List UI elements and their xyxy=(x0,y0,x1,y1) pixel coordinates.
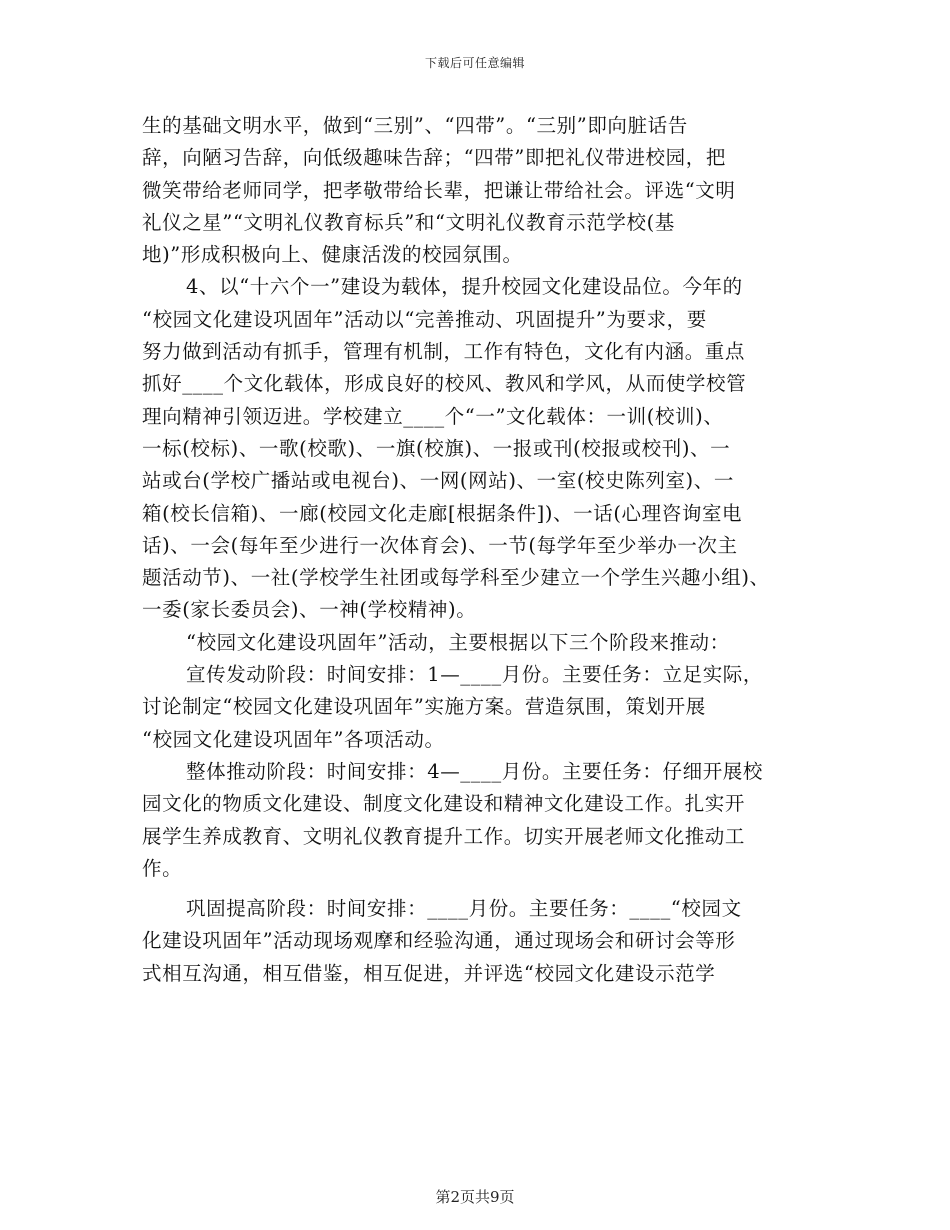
text-line: 题活动节)、一社(学校学生社团或每学科至少建立一个学生兴趣小组)、 xyxy=(142,566,770,590)
text-line: 地)”形成积极向上、健康活泼的校园氛围。 xyxy=(142,243,523,267)
text-line: “校园文化建设巩固年”活动以“完善推动、巩固提升”为要求，要 xyxy=(142,307,707,331)
text-line: 化建设巩固年”活动现场观摩和经验沟通，通过现场会和研讨会等形 xyxy=(142,929,736,953)
text-line: 作。 xyxy=(142,856,183,880)
text-line: 微笑带给老师同学，把孝敬带给长辈，把谦让带给社会。评选“文明 xyxy=(142,178,736,202)
text-line: 话)、一会(每年至少进行一次体育会)、一节(每学年至少举办一次主 xyxy=(142,533,738,557)
text-line: 箱(校长信箱)、一廊(校园文化走廊[根据条件])、一话(心理咨询室电 xyxy=(142,501,743,525)
text-line: 式相互沟通，相互借鉴，相互促进，并评选“校园文化建设示范学 xyxy=(142,961,716,985)
text-line: 站或台(学校广播站或电视台)、一网(网站)、一室(校史陈列室)、一 xyxy=(142,469,734,493)
text-line: “校园文化建设巩固年”各项活动。 xyxy=(142,727,445,751)
phase-3-line: 巩固提高阶段：时间安排：____月份。主要任务：____“校园文 xyxy=(186,897,742,921)
text-line: 展学生养成教育、文明礼仪教育提升工作。切实开展老师文化推动工 xyxy=(142,824,746,848)
text-line: 一标(校标)、一歌(校歌)、一旗(校旗)、一报或刊(校报或校刊)、一 xyxy=(142,436,731,460)
text-line: 生的基础文明水平，做到“三别”、“四带”。“三别”即向脏话告 xyxy=(142,114,688,137)
text-line: 努力做到活动有抓手，管理有机制，工作有特色，文化有内涵。重点 xyxy=(142,340,746,364)
paragraph-gap xyxy=(142,885,814,893)
page-header-note: 下载后可任意编辑 xyxy=(424,56,525,70)
text-line: 抓好____个文化载体，形成良好的校风、教风和学风，从而使学校管 xyxy=(142,372,747,396)
section-4-heading-line: 4、以“十六个一”建设为载体，提升校园文化建设品位。今年的 xyxy=(186,275,743,299)
text-line: 理向精神引领迈进。学校建立____个“一”文化载体：一训(校训)、 xyxy=(142,404,724,428)
phases-intro-line: “校园文化建设巩固年”活动，主要根据以下三个阶段来推动： xyxy=(186,630,730,654)
text-line: 礼仪之星”“文明礼仪教育标兵”和“文明礼仪教育示范学校(基 xyxy=(142,210,675,234)
text-line: 园文化的物质文化建设、制度文化建设和精神文化建设工作。扎实开 xyxy=(142,792,746,816)
text-line: 一委(家长委员会)、一神(学校精神)。 xyxy=(142,598,477,622)
text-line: 讨论制定“校园文化建设巩固年”实施方案。营造氛围，策划开展 xyxy=(142,695,706,719)
phase-1-line: 宣传发动阶段：时间安排：1—____月份。主要任务：立足实际， xyxy=(186,663,764,687)
page-number-footer: 第2页共9页 xyxy=(435,1188,515,1206)
text-line: 辞，向陋习告辞，向低级趣味告辞；“四带”即把礼仪带进校园，把 xyxy=(142,146,726,170)
phase-2-line: 整体推动阶段：时间安排：4—____月份。主要任务：仔细开展校 xyxy=(186,759,764,783)
document-body xyxy=(142,110,814,990)
